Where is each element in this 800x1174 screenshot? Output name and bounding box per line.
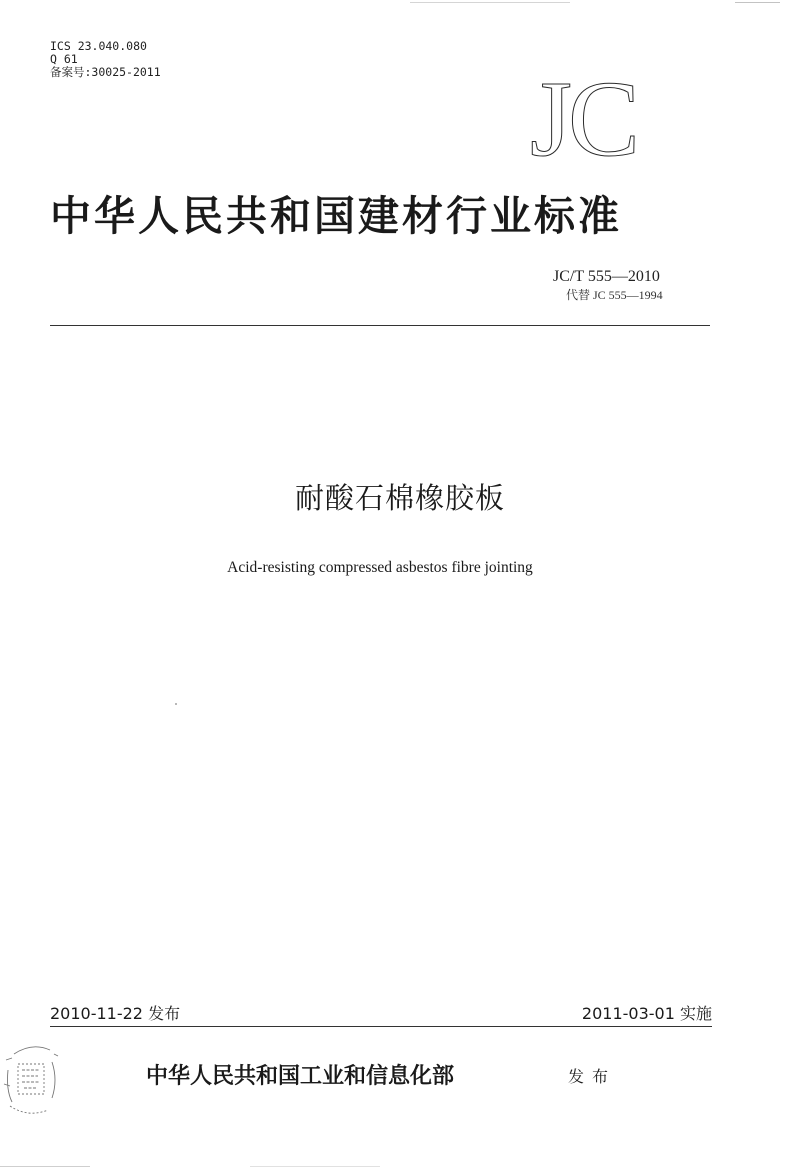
logo-letter-c: C <box>568 60 637 179</box>
classification-block <box>50 40 161 79</box>
scan-artifact <box>175 703 177 705</box>
footer-divider <box>50 1026 712 1027</box>
issuing-authority: 中华人民共和国工业和信息化部 <box>146 1063 455 1089</box>
scan-artifact <box>735 2 780 3</box>
document-title-en: Acid-resisting compressed asbestos fibre jointing <box>227 559 533 576</box>
standard-category-title: 中华人民共和国建材行业标准 <box>50 192 622 240</box>
scan-artifact <box>0 1166 90 1167</box>
standard-number: JC/T 555—2010 <box>553 268 660 285</box>
scan-artifact <box>250 1166 380 1167</box>
replaces-standard: 代替 JC 555—1994 <box>566 288 663 302</box>
logo-letter-j: J <box>530 60 569 179</box>
issue-date: 2010-11-22 发布 <box>50 1004 181 1023</box>
filing-number: 备案号:30025-2011 <box>50 65 161 79</box>
document-title-cn: 耐酸石棉橡胶板 <box>294 481 505 515</box>
category-code: Q 61 <box>50 52 78 66</box>
ics-code: ICS 23.040.080 <box>50 39 147 53</box>
scan-artifact <box>410 2 570 3</box>
effective-date: 2011-03-01 实施 <box>581 1004 712 1023</box>
header-divider <box>50 325 710 326</box>
jc-logo <box>530 60 637 179</box>
issue-label: 发布 <box>568 1067 617 1086</box>
stamp-seal-icon <box>2 1040 60 1120</box>
